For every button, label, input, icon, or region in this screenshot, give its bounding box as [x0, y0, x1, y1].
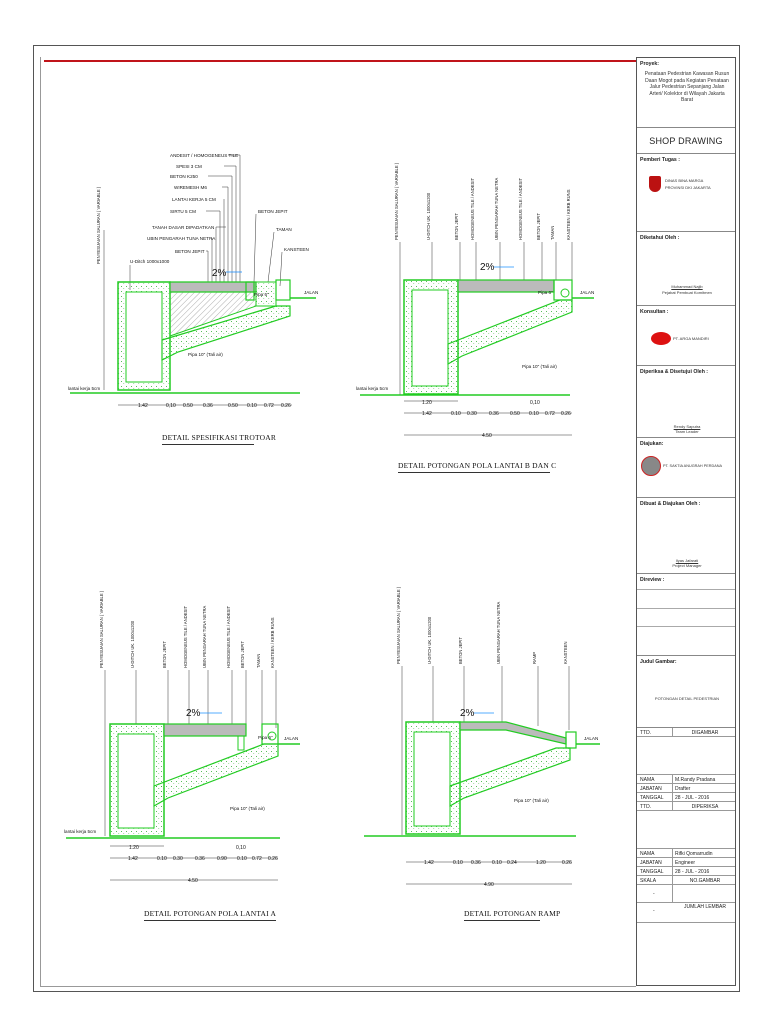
d4-slope-label: 2% [460, 708, 475, 719]
d4-dim-1: 0.10 [453, 860, 463, 866]
d2-dim-0: 1.42 [422, 411, 432, 417]
d4-dim-2: 0.36 [471, 860, 481, 866]
d1-dim-2: 0.50 [183, 403, 193, 409]
d2-vlabel-2: BETON JEPIT [454, 213, 459, 240]
d1-right-label-0: BETON JEPIT [258, 209, 288, 214]
d2-vlabel-1: U-DITCH UK. 1000x1200 [426, 192, 431, 240]
tb-nama2-value: Rifki Qomarrudin [675, 850, 713, 857]
d4-vlabel-2: BETON JEPIT [458, 637, 463, 664]
tb-ttd2-value: DIPERIKSA [691, 803, 719, 810]
d1-ditch-label: U-Ditch 1000x1000 [130, 259, 170, 264]
d4-dim-3: 0.10 [492, 860, 502, 866]
tb-skala-key: SKALA [640, 877, 657, 884]
tb-judul-text: POTONGAN DETAIL PEDESTRIAN [654, 696, 720, 701]
tb-nama1-value: M.Randy Pradana [675, 776, 716, 783]
title-block [636, 57, 736, 986]
tb-pemberi-org2: PROVINSI DKI JAKARTA [665, 185, 711, 190]
tb-pemberi-label: Pemberi Tugas : [640, 157, 680, 163]
dki-jakarta-emblem-icon [649, 176, 661, 192]
tb-jumlah-value: JUMLAH LEMBAR [684, 904, 726, 910]
tb-row-nama1 [637, 775, 735, 784]
d1-pipe-small-label: Pipa 6" [254, 292, 269, 297]
tb-pemberi-org1: DINAS BINA MARGA [665, 178, 704, 183]
d2-vlabel-6: BETON JEPIT [536, 213, 541, 240]
tb-jab1-key: JABATAN [640, 785, 662, 792]
tb-diajukan-name: PT. SAKTIA ANUGRAH PERDANA [663, 464, 723, 468]
d1-layer-7: UBIN PENGARAH TUNA NETRA [147, 236, 216, 241]
d3-dim-top: 1.20 [129, 845, 139, 851]
d2-total: 4.50 [482, 433, 492, 439]
d4-vlabel-3: UBIN PENGARAH TUNA NETRA [496, 601, 501, 664]
tb-shop-drawing-title: SHOP DRAWING [649, 136, 723, 146]
d3-vlabel-7: TAMAN [256, 653, 261, 668]
d1-layer-8: BETON JEPIT [175, 249, 205, 254]
tb-nama1-key: NAMA [640, 776, 655, 783]
tb-proyek-text: Penataan Pedestrian Kawasan Rusun Daan Mogot pada Kegiatan Penataan Jalur Pedestrian Sepanjang Jalan Arteri/ Kolektor di Wilayah Jakarta Barat [644, 71, 730, 103]
tb-judul-label: Judul Gambar: [640, 659, 677, 665]
d3-dim-7: 0.26 [268, 856, 278, 862]
tb-row-jab1 [637, 784, 735, 793]
d2-dim-7: 0.26 [561, 411, 571, 417]
d3-vlabel-0: PENYESUAIAN SALURAN ( VARIABLE ) [99, 590, 104, 668]
tb-konsultan-section [637, 306, 735, 366]
tb-diperiksa-section [637, 366, 735, 438]
tb-row-dash1 [637, 885, 735, 903]
d3-total: 4.50 [188, 878, 198, 884]
d2-dim-4: 0.50 [510, 411, 520, 417]
d2-vlabel-4: UBIN PENGARAH TUNA NETRA [494, 177, 499, 240]
d2-dim-3: 0.36 [489, 411, 499, 417]
tb-signature-space-1 [637, 737, 735, 775]
tb-pemberi-section [637, 154, 735, 232]
tb-konsultan-name: PT. ARGA MANDIRI [673, 336, 709, 341]
d4-vlabel-0: PENYESUAIAN SALURAN ( VARIABLE ) [396, 586, 401, 664]
d1-lantai-label: lantai kerja 5cm [68, 386, 101, 391]
d2-slope-label: 2% [480, 262, 495, 273]
tb-dibuat-section [637, 498, 735, 574]
d2-vlabel-7: TAMAN [550, 225, 555, 240]
d4-road-label: JALAN [584, 736, 599, 741]
tb-diajukan-label: Diajukan: [640, 441, 664, 447]
d3-vlabel-6: BETON JEPIT [240, 641, 245, 668]
d2-vlabel-5: HOMOGENEUS TILE / ANDESIT [518, 177, 523, 240]
d3-pipe-small-label: Pipa 6" [258, 735, 273, 740]
d3-vlabel-1: U-DITCH UK. 1000x1200 [130, 620, 135, 668]
tb-jab2-key: JABATAN [640, 859, 662, 866]
d3-dim-2: 0.30 [173, 856, 183, 862]
d3-dim-0: 1.42 [128, 856, 138, 862]
detail-potongan-ramp [364, 586, 600, 888]
d2-caption: DETAIL POTONGAN POLA LANTAI B DAN C [398, 461, 557, 470]
d3-pipe-large-label: Pipa 10" (Tali air) [230, 806, 265, 811]
d3-dim-3: 0.36 [195, 856, 205, 862]
d4-total: 4.90 [484, 882, 494, 888]
d1-dimension-row [118, 403, 292, 409]
d3-vlabel-2: BETON JEPIT [162, 641, 167, 668]
d1-right-label-2: KANSTEEN [284, 247, 309, 252]
tb-row-nama2 [637, 849, 735, 858]
d3-vlabel-8: KANSTEEN / KERB RUNS [270, 617, 275, 668]
tb-konsultan-label: Konsultan : [640, 309, 669, 315]
tb-diperiksa-role: Team Leader [675, 429, 699, 434]
d2-dim-1: 0.10 [451, 411, 461, 417]
d3-vlabel-3: HOMOGENEUS TILE / ANDESIT [183, 605, 188, 668]
tb-ttd2-key: TTD. [640, 803, 652, 810]
d3-road-label: JALAN [284, 736, 299, 741]
d1-caption-underline [162, 444, 254, 445]
d1-layer-0: ANDESIT / HOMOGENEUS TILE [170, 153, 239, 158]
d4-ramp-surface [460, 722, 566, 744]
tb-judul-section [637, 656, 735, 728]
d2-vlabel-3: HOMOGENEUS TILE / ANDESIT [470, 177, 475, 240]
d3-vlabel-5: HOMOGENEUS TILE / ANDESIT [226, 605, 231, 668]
d4-vlabel-1: U-DITCH UK. 1000x1200 [427, 616, 432, 664]
d3-dim-mid: 0,10 [236, 845, 246, 851]
d3-dim-1: 0.10 [157, 856, 167, 862]
d2-dim-2: 0.30 [467, 411, 477, 417]
d1-layer-4: LANTAI KERJA 5 CM [172, 197, 216, 202]
tb-proyek-label: Proyek: [640, 61, 660, 67]
d1-dim-5: 0.10 [247, 403, 257, 409]
tb-direview-section [637, 574, 735, 656]
d1-slope-label: 2% [212, 268, 227, 279]
d1-dim-0: 1.42 [138, 403, 148, 409]
d1-dim-3: 0.36 [203, 403, 213, 409]
tb-ttd1-key: TTD. [640, 729, 652, 736]
d4-caption: DETAIL POTONGAN RAMP [464, 909, 561, 918]
tb-diajukan-section [637, 438, 735, 498]
d3-caption: DETAIL POTONGAN POLA LANTAI A [144, 909, 277, 918]
tb-diketahui-name: Muhammad Najib [671, 284, 703, 289]
tb-jab2-value: Engineer [675, 859, 696, 866]
d3-lantai-label: lantai kerja 5cm [64, 829, 97, 834]
d4-dim-6: 0.26 [562, 860, 572, 866]
tb-direview-label: Direview : [640, 577, 665, 583]
d1-layer-5: SIRTU 5 CM [170, 209, 196, 214]
d2-vlabel-8: KANSTEEN / KERB RUNS [566, 189, 571, 240]
d1-dim-6: 0.72 [264, 403, 274, 409]
tb-row-ttd2 [637, 802, 735, 811]
tb-skala-value: NO.GAMBAR [689, 877, 721, 884]
d2-dim-6: 0.72 [545, 411, 555, 417]
tb-dash1: - [653, 891, 655, 897]
tb-tgl1-value: 28 - JUL - 2016 [675, 794, 710, 801]
d2-vlabel-0: PENYESUAIAN SALURAN ( VARIABLE ) [394, 162, 399, 240]
tb-dibuat-name: Ilyas Jafarati [675, 558, 699, 563]
d3-dimension-rows [110, 845, 278, 884]
tb-diketahui-role: Pejabat Pembuat Komitmen [662, 290, 712, 295]
d1-dim-7: 0.26 [281, 403, 291, 409]
tb-jab1-value: Drafter [675, 785, 691, 792]
d1-caption: DETAIL SPESIFIKASI TROTOAR [162, 433, 277, 442]
d2-lantai-label: lantai kerja 5cm [356, 386, 389, 391]
tb-row-ttd1 [637, 728, 735, 737]
d4-dimension-rows [406, 860, 572, 888]
tb-dibuat-role: Project Manager [672, 563, 702, 568]
d1-layer-2: BETON K250 [170, 174, 198, 179]
d4-dim-0: 1.42 [424, 860, 434, 866]
d3-dim-4: 0.90 [217, 856, 227, 862]
tb-proyek-section [637, 58, 735, 128]
tb-ttd1-value: DIGAMBAR [691, 729, 719, 736]
tb-signature-space-2 [637, 811, 735, 849]
d3-dim-5: 0.10 [237, 856, 247, 862]
d1-road-label: JALAN [304, 290, 319, 295]
d4-vlabel-5: KANSTEEN [563, 641, 568, 664]
tb-row-tgl2 [637, 867, 735, 876]
d4-pipe-large-label: Pipa 10" (Tali air) [514, 798, 549, 803]
tb-dash2: - [653, 908, 655, 914]
d4-dim-4: 0.24 [507, 860, 517, 866]
d2-dim-mid: 0,10 [530, 400, 540, 406]
d1-layer-1: SPESI 3 CM [176, 164, 202, 169]
d1-left-vertical-label: PENYESUAIAN SALURAN ( VARIABLE ) [96, 186, 101, 264]
d4-caption-underline [464, 920, 540, 921]
tb-diperiksa-name: Rendy Saputra [673, 424, 701, 429]
d3-caption-underline [144, 920, 276, 921]
tb-nama2-key: NAMA [640, 850, 655, 857]
d2-dim-top: 1.20 [422, 400, 432, 406]
tb-shop-drawing-section [637, 128, 735, 154]
tb-dibuat-label: Dibuat & Diajukan Oleh : [640, 501, 701, 507]
d3-dim-6: 0.72 [252, 856, 262, 862]
detail-potongan-pola-lantai-a [64, 590, 300, 884]
d4-dim-5: 1.20 [536, 860, 546, 866]
d2-pipe-large-label: Pipa 10" (Tali air) [522, 364, 557, 369]
d1-pipe-large-label: Pipa 10" (Tali air) [188, 352, 223, 357]
detail-potongan-pola-lantai-b-dan-c [356, 162, 594, 439]
tb-row-jumlah [637, 903, 735, 923]
tb-tgl2-key: TANGGAL [640, 868, 664, 875]
contractor-logo-icon [641, 456, 661, 476]
d2-dimension-rows [404, 400, 572, 439]
konsultan-logo-icon [651, 332, 671, 345]
tb-tgl2-value: 28 - JUL - 2016 [675, 868, 710, 875]
d1-layer-3: WIREMESH M6 [174, 185, 207, 190]
tb-diketahui-label: Diketahui Oleh : [640, 235, 680, 241]
d1-dim-4: 0.50 [228, 403, 238, 409]
detail-spesifikasi-trotoar [68, 153, 318, 409]
tb-diperiksa-label: Diperiksa & Disetujui Oleh : [640, 369, 709, 375]
d1-right-label-1: TAMAN [276, 227, 292, 232]
tb-diketahui-section [637, 232, 735, 306]
d3-vlabel-4: UBIN PENGARAH TUNA NETRA [202, 605, 207, 668]
d2-caption-underline [398, 472, 550, 473]
d2-pipe-small-label: Pipa 6" [538, 290, 553, 295]
tb-tgl1-key: TANGGAL [640, 794, 664, 801]
d3-slope-label: 2% [186, 708, 201, 719]
tb-row-jab2 [637, 858, 735, 867]
d2-dim-5: 0.10 [529, 411, 539, 417]
d1-dim-1: 0,10 [166, 403, 176, 409]
tb-row-skala [637, 876, 735, 885]
d4-vlabel-4: RAMP [532, 651, 537, 664]
tb-row-tgl1 [637, 793, 735, 802]
d1-layer-6: TANAH DASAR DIPADATKAN [152, 225, 215, 230]
d2-road-label: JALAN [580, 290, 595, 295]
